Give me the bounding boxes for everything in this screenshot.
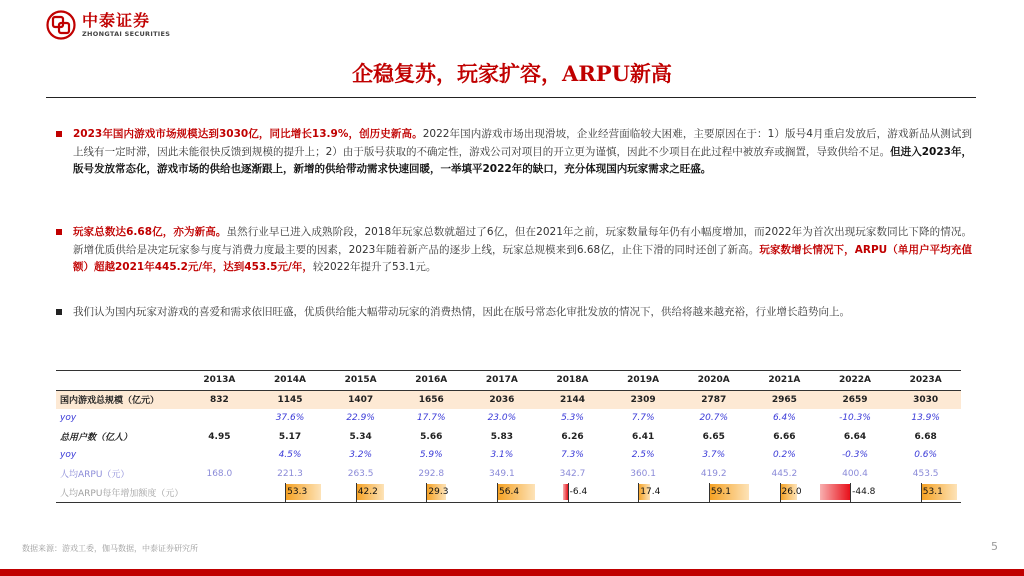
table-cell: 400.4 [842, 468, 868, 479]
table-cell: 0.6% [914, 450, 938, 461]
table-cell: 7.3% [561, 450, 584, 461]
row-label: 总用户数（亿人） [60, 433, 133, 444]
bottom-accent-bar [0, 569, 1024, 576]
data-bar-axis [568, 483, 569, 502]
bullet-market-size [56, 126, 972, 179]
data-bar-axis [850, 483, 851, 502]
data-bar-label: 26.0 [781, 487, 802, 497]
table-cell: 5.17 [278, 431, 302, 442]
table-row [56, 465, 961, 484]
table-cell: 5.34 [349, 431, 372, 442]
table-cell: 2144 [537, 390, 608, 409]
table-cell: 419.2 [700, 468, 727, 479]
year-header: 2021A [749, 371, 820, 391]
bullet-square-icon [56, 131, 62, 137]
table-cell: 22.9% [346, 413, 375, 424]
bullet-text [73, 304, 972, 322]
year-header: 2017A [467, 371, 538, 391]
data-bar-label: 29.3 [428, 487, 449, 497]
data-bar-cell [325, 483, 396, 502]
data-bar-cell [467, 483, 538, 502]
table-cell: 17.7% [416, 413, 446, 424]
table-cell: 6.66 [773, 431, 796, 442]
table-cell: 6.64 [843, 431, 867, 442]
data-bar-label: 56.4 [499, 487, 520, 497]
table-cell: 292.8 [418, 468, 445, 479]
year-header: 2014A [255, 371, 326, 391]
bullet-text [73, 224, 972, 277]
row-label: 人均ARPU（元） [60, 470, 130, 481]
data-bar-cell [678, 483, 749, 502]
table-cell: 37.6% [275, 413, 305, 424]
data-bar-label: -6.4 [569, 487, 588, 497]
year-header: 2022A [820, 371, 891, 391]
bullet-segment: 玩家数增长情况下，ARPU（单用户平均充值额）超越2021年445.2元/年，达到453.5元/年， [73, 243, 972, 273]
data-bar-axis [285, 483, 286, 502]
table-cell: 168.0 [206, 468, 233, 479]
table-cell: 4.95 [208, 431, 231, 442]
year-header: 2019A [608, 371, 679, 391]
table-cell: 2787 [678, 390, 749, 409]
table-cell: 445.2 [771, 468, 798, 479]
data-bar-cell [396, 483, 467, 502]
table-cell: 23.0% [487, 413, 517, 424]
table-cell: 2036 [467, 390, 538, 409]
table-cell: -10.3% [839, 413, 871, 424]
year-header: 2018A [537, 371, 608, 391]
table-cell: 263.5 [347, 468, 374, 479]
table-cell: 221.3 [277, 468, 303, 479]
data-bar-label: 59.1 [710, 487, 731, 497]
bullet-player-count [56, 224, 972, 277]
bullet-segment: 虽然行业早已进入成熟阶段，2018年玩家总数就超过了6亿，但在2021年之前，玩家数量每年仍有小幅度增加，而2022年为首次出现玩家数同比下降的情况。新增优质供给是决定玩家参与度与消费力度最主要的因素，2023年随着新产品的逐步上线，玩家总规模来到6.68亿，止住下滑的同时还创了新高。 [73, 226, 973, 256]
bullet-segment: 2023年国内游戏市场规模达到3030亿，同比增长13.9%，创历史新高。 [73, 128, 423, 140]
table-cell: 360.1 [630, 468, 656, 479]
bullet-text [73, 126, 972, 179]
table-cell: 349.1 [488, 468, 515, 479]
row-label: 国内游戏总规模（亿元） [56, 390, 184, 409]
table-cell: 20.7% [699, 413, 729, 424]
bullet-segment: 2022年国内游戏市场出现滑坡，企业经营面临较大困难，主要原因在于：1）版号4月重启发放后，游戏新品从测试到上线有一定时滞，因此未能很快反馈到规模的提升上；2）由于版号获取的不确定性，游戏公司对项目的开立更为谨慎，因此不少项目在此过程中被放弃或搁置，导致供给不足。 [73, 128, 972, 158]
table-cell: 342.7 [559, 468, 586, 479]
table-cell: 2965 [749, 390, 820, 409]
row-label: yoy [60, 450, 77, 461]
table-header-row [56, 371, 961, 391]
table-cell: 2309 [608, 390, 679, 409]
data-bar-axis [356, 483, 357, 502]
data-bar-axis [709, 483, 710, 502]
data-bar-axis [921, 483, 922, 502]
data-bar-cell [749, 483, 820, 502]
table-cell: 13.9% [911, 413, 940, 424]
game-market-table [56, 370, 961, 503]
table-header-corner [56, 371, 184, 391]
data-bar-cell [537, 483, 608, 502]
table-cell [184, 409, 255, 428]
negative-data-bar [820, 484, 850, 500]
table-cell: 1407 [325, 390, 396, 409]
bullet-square-icon [56, 309, 62, 315]
table-cell: 6.26 [561, 431, 584, 442]
table-cell: 6.41 [632, 431, 655, 442]
row-label: 人均ARPU每年增加额度（元） [56, 483, 184, 502]
data-bar-cell [184, 483, 255, 502]
brand-name-en: ZHONGTAI SECURITIES [82, 30, 171, 38]
year-header: 2023A [890, 371, 961, 391]
bullet-segment: 较2022年提升了53.1元。 [312, 261, 437, 273]
data-bar-label: 17.4 [640, 487, 661, 497]
data-bar-cell [255, 483, 326, 502]
data-bar-cell [820, 483, 891, 502]
title-divider [46, 97, 976, 98]
data-bar-label: 53.1 [922, 487, 943, 497]
bullet-square-icon [56, 229, 62, 235]
table-cell: 453.5 [912, 468, 939, 479]
table-row [56, 446, 961, 465]
table-cell: 1145 [255, 390, 326, 409]
table-cell: 3.2% [349, 450, 373, 461]
table-cell: 6.4% [772, 413, 796, 424]
year-header: 2015A [325, 371, 396, 391]
data-bar-label: -44.8 [852, 487, 876, 497]
brand-logo [46, 10, 170, 40]
page-title: 企稳复苏，玩家扩容，ARPU新高 [352, 61, 672, 86]
year-header: 2013A [184, 371, 255, 391]
bullet-outlook [56, 304, 972, 322]
table-cell: 1656 [396, 390, 467, 409]
table-cell: 3030 [890, 390, 961, 409]
data-bar-axis [426, 483, 427, 502]
table-cell: 5.9% [419, 450, 443, 461]
data-bar-axis [497, 483, 498, 502]
table-row [56, 428, 961, 447]
page-number: 5 [991, 540, 998, 553]
bullet-segment: 我们认为国内玩家对游戏的喜爱和需求依旧旺盛，优质供给能大幅带动玩家的消费热情，因此在版号常态化审批发放的情况下，供给将越来越充裕，行业增长趋势向上。 [73, 306, 850, 318]
table-cell: 5.66 [420, 431, 443, 442]
table-row [56, 390, 961, 409]
brand-name-cn: 中泰证券 [82, 11, 151, 30]
table-cell: 7.7% [631, 413, 655, 424]
row-label: yoy [60, 413, 77, 424]
data-bar-label: 53.3 [287, 487, 308, 497]
data-bar-cell [890, 483, 961, 502]
bullet-segment: 玩家总数达6.68亿，亦为新高。 [73, 226, 227, 238]
table-cell: 2659 [820, 390, 891, 409]
year-header: 2016A [396, 371, 467, 391]
table-cell: 6.68 [914, 431, 937, 442]
zhongtai-logo-icon [46, 10, 76, 40]
table-cell: 3.7% [702, 450, 726, 461]
bullet-segment: 但进入2023年，版号发放常态化，游戏市场的供给也逐渐跟上，新增的供给带动需求快速回暖，一举填平2022年的缺口，充分体现国内玩家需求之旺盛。 [73, 145, 972, 175]
table-cell: 6.65 [702, 431, 725, 442]
table-cell [184, 446, 255, 465]
data-bar-axis [638, 483, 639, 502]
table-row [56, 409, 961, 428]
table-cell: 5.83 [490, 431, 513, 442]
data-bar-label: 42.2 [357, 487, 378, 497]
year-header: 2020A [678, 371, 749, 391]
table-cell: 3.1% [490, 450, 514, 461]
table-cell: 832 [184, 390, 255, 409]
data-bar-axis [780, 483, 781, 502]
table-cell: 2.5% [631, 450, 655, 461]
data-bar-cell [608, 483, 679, 502]
table-row-arpu-increment [56, 483, 961, 502]
table-cell: -0.3% [841, 450, 869, 461]
table-cell: 4.5% [278, 450, 302, 461]
source-note: 数据来源：游戏工委，伽马数据，中泰证券研究所 [22, 544, 198, 553]
table-cell: 0.2% [772, 450, 796, 461]
table-cell: 5.3% [561, 413, 584, 424]
